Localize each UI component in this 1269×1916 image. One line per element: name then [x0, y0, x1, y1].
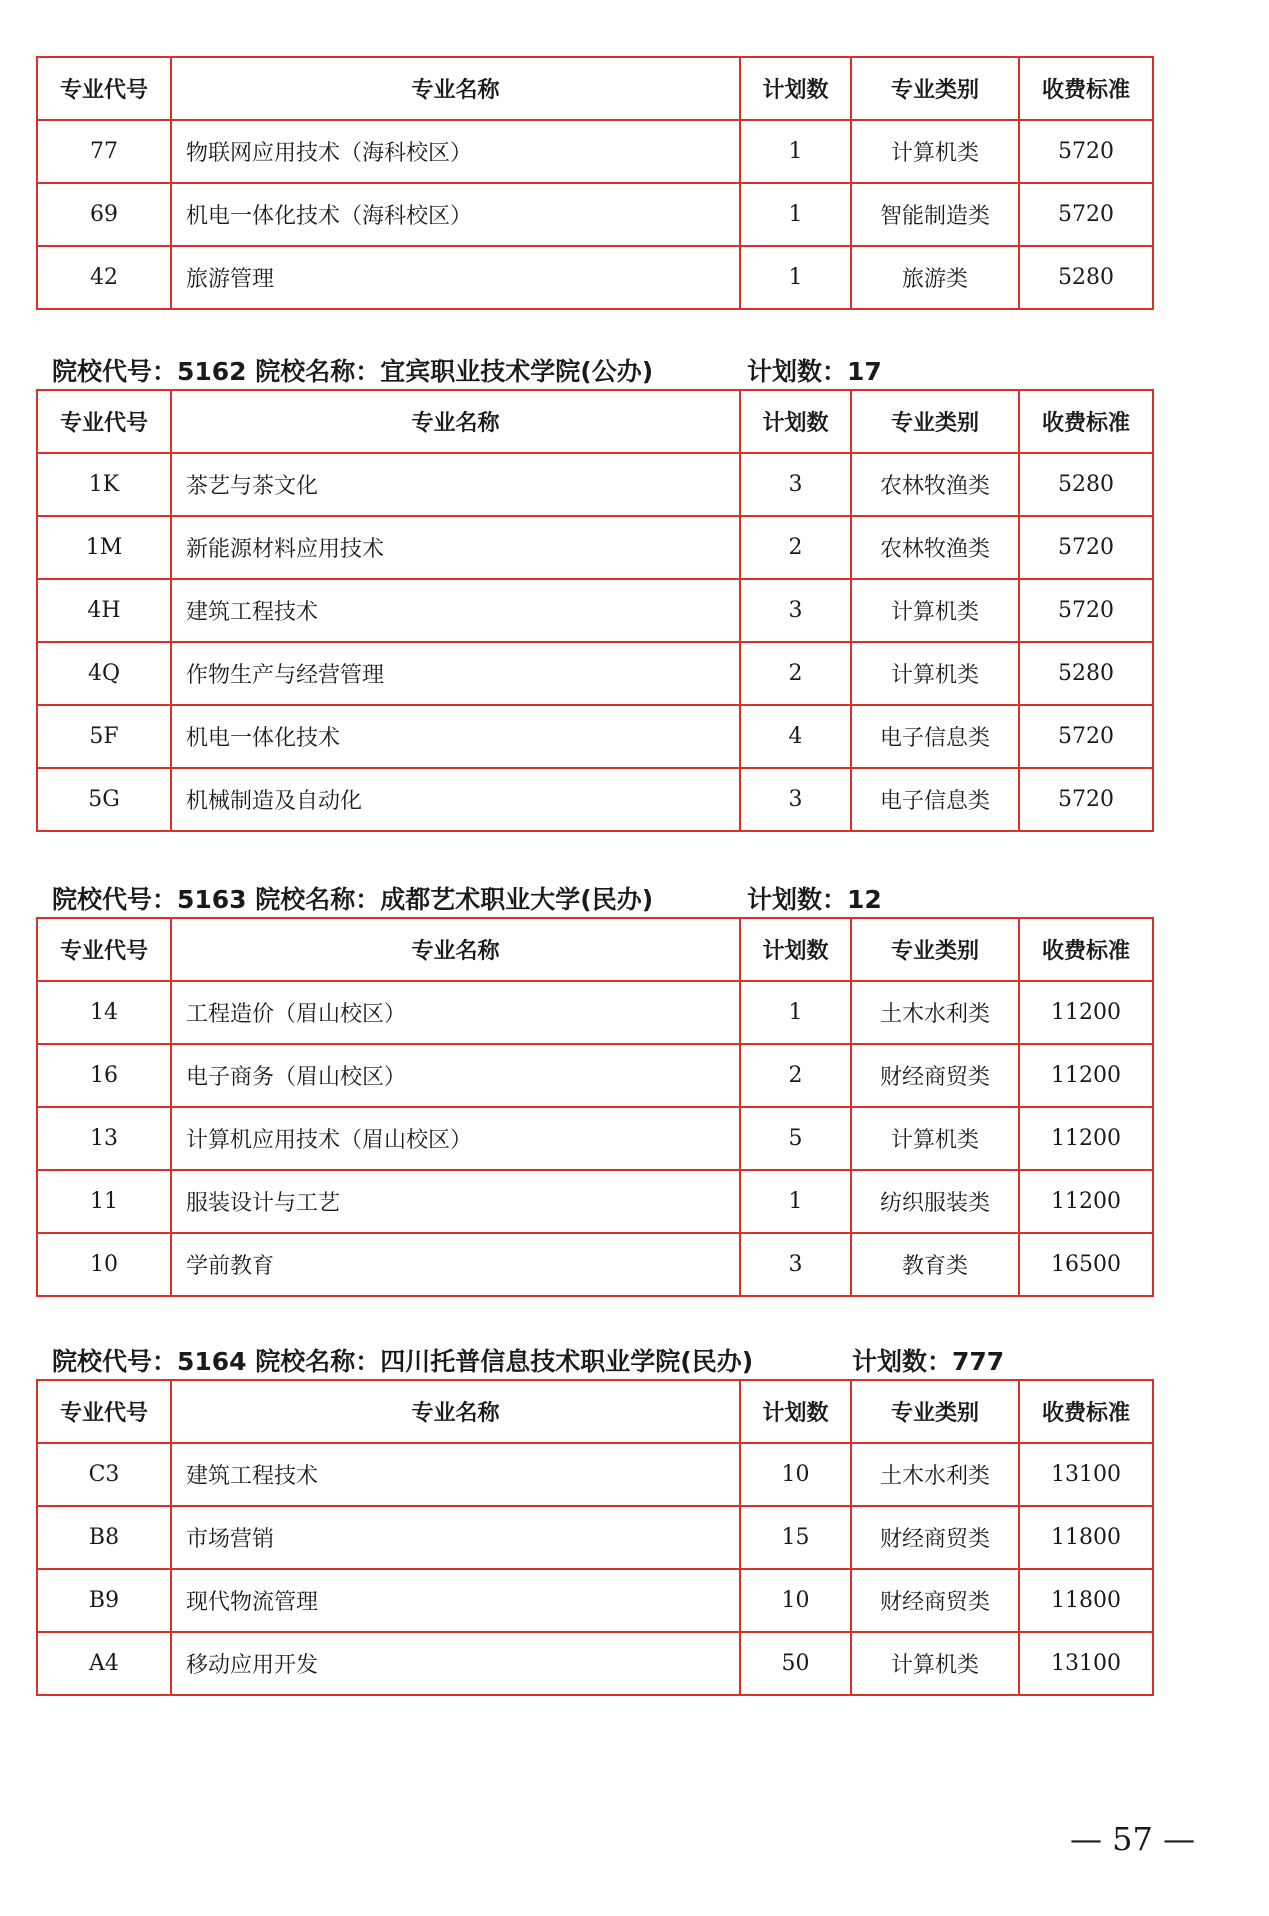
cell-fee: 11200 — [1019, 1044, 1153, 1107]
cell-category: 财经商贸类 — [851, 1044, 1019, 1107]
cell-name: 服装设计与工艺 — [171, 1170, 740, 1233]
cell-code: 1K — [37, 453, 171, 516]
cell-code: B8 — [37, 1506, 171, 1569]
cell-plan: 1 — [740, 246, 851, 309]
cell-name: 茶艺与茶文化 — [171, 453, 740, 516]
table-header-row — [37, 390, 1153, 453]
cell-name: 作物生产与经营管理 — [171, 642, 740, 705]
cell-category: 农林牧渔类 — [851, 453, 1019, 516]
school-header — [52, 352, 882, 388]
cell-name: 市场营销 — [171, 1506, 740, 1569]
cell-category: 电子信息类 — [851, 705, 1019, 768]
cell-fee: 11800 — [1019, 1569, 1153, 1632]
table-row — [37, 1107, 1153, 1170]
header-plan: 计划数 — [740, 57, 851, 120]
school-header — [52, 880, 882, 916]
cell-plan: 1 — [740, 183, 851, 246]
cell-code: 69 — [37, 183, 171, 246]
cell-category: 旅游类 — [851, 246, 1019, 309]
table-row — [37, 768, 1153, 831]
cell-plan: 2 — [740, 516, 851, 579]
cell-plan: 1 — [740, 120, 851, 183]
header-code: 专业代号 — [37, 390, 171, 453]
cell-name: 建筑工程技术 — [171, 1443, 740, 1506]
cell-plan: 5 — [740, 1107, 851, 1170]
cell-category: 计算机类 — [851, 579, 1019, 642]
cell-fee: 5720 — [1019, 705, 1153, 768]
header-name: 专业名称 — [171, 1380, 740, 1443]
school-info: 院校代号：5164 院校名称：四川托普信息技术职业学院(民办) — [52, 1347, 754, 1376]
table-header-row — [37, 918, 1153, 981]
cell-code: 11 — [37, 1170, 171, 1233]
cell-code: A4 — [37, 1632, 171, 1695]
table-row — [37, 1170, 1153, 1233]
school-plan-total: 计划数：12 — [747, 885, 882, 914]
cell-plan: 3 — [740, 453, 851, 516]
header-plan: 计划数 — [740, 1380, 851, 1443]
cell-fee: 5720 — [1019, 516, 1153, 579]
cell-category: 财经商贸类 — [851, 1569, 1019, 1632]
cell-code: 77 — [37, 120, 171, 183]
header-name: 专业名称 — [171, 918, 740, 981]
cell-name: 机电一体化技术（海科校区） — [171, 183, 740, 246]
cell-name: 物联网应用技术（海科校区） — [171, 120, 740, 183]
table-row — [37, 705, 1153, 768]
header-category: 专业类别 — [851, 57, 1019, 120]
cell-name: 现代物流管理 — [171, 1569, 740, 1632]
cell-plan: 2 — [740, 1044, 851, 1107]
header-name: 专业名称 — [171, 57, 740, 120]
cell-category: 土木水利类 — [851, 1443, 1019, 1506]
header-category: 专业类别 — [851, 1380, 1019, 1443]
cell-plan: 1 — [740, 1170, 851, 1233]
cell-fee: 16500 — [1019, 1233, 1153, 1296]
cell-category: 计算机类 — [851, 1632, 1019, 1695]
cell-fee: 5280 — [1019, 453, 1153, 516]
major-table-0 — [36, 56, 1154, 310]
major-table-3 — [36, 1379, 1154, 1696]
header-fee: 收费标准 — [1019, 1380, 1153, 1443]
table-row — [37, 120, 1153, 183]
cell-name: 移动应用开发 — [171, 1632, 740, 1695]
cell-category: 教育类 — [851, 1233, 1019, 1296]
cell-code: 16 — [37, 1044, 171, 1107]
header-code: 专业代号 — [37, 918, 171, 981]
cell-code: 10 — [37, 1233, 171, 1296]
cell-fee: 11200 — [1019, 981, 1153, 1044]
cell-name: 计算机应用技术（眉山校区） — [171, 1107, 740, 1170]
cell-fee: 13100 — [1019, 1443, 1153, 1506]
header-plan: 计划数 — [740, 390, 851, 453]
cell-code: 1M — [37, 516, 171, 579]
cell-plan: 2 — [740, 642, 851, 705]
table-row — [37, 1632, 1153, 1695]
cell-category: 电子信息类 — [851, 768, 1019, 831]
school-plan-total: 计划数：17 — [747, 357, 882, 386]
table-row — [37, 516, 1153, 579]
table-header-row — [37, 57, 1153, 120]
cell-fee: 11200 — [1019, 1107, 1153, 1170]
cell-name: 学前教育 — [171, 1233, 740, 1296]
page-number: — 57 — — [1070, 1820, 1196, 1858]
cell-code: 42 — [37, 246, 171, 309]
header-code: 专业代号 — [37, 57, 171, 120]
cell-category: 计算机类 — [851, 1107, 1019, 1170]
header-fee: 收费标准 — [1019, 390, 1153, 453]
table-row — [37, 246, 1153, 309]
cell-name: 机电一体化技术 — [171, 705, 740, 768]
table-row — [37, 1569, 1153, 1632]
table-row — [37, 453, 1153, 516]
cell-fee: 13100 — [1019, 1632, 1153, 1695]
cell-category: 智能制造类 — [851, 183, 1019, 246]
cell-code: 14 — [37, 981, 171, 1044]
school-plan-total: 计划数：777 — [852, 1347, 1005, 1376]
table-row — [37, 579, 1153, 642]
cell-plan: 3 — [740, 1233, 851, 1296]
cell-fee: 5720 — [1019, 120, 1153, 183]
header-fee: 收费标准 — [1019, 918, 1153, 981]
header-plan: 计划数 — [740, 918, 851, 981]
cell-code: 5F — [37, 705, 171, 768]
cell-fee: 5720 — [1019, 768, 1153, 831]
school-info: 院校代号：5163 院校名称：成都艺术职业大学(民办) — [52, 885, 654, 914]
cell-name: 新能源材料应用技术 — [171, 516, 740, 579]
cell-fee: 5280 — [1019, 246, 1153, 309]
cell-category: 纺织服装类 — [851, 1170, 1019, 1233]
cell-name: 建筑工程技术 — [171, 579, 740, 642]
table-row — [37, 642, 1153, 705]
cell-name: 旅游管理 — [171, 246, 740, 309]
cell-fee: 11800 — [1019, 1506, 1153, 1569]
cell-category: 计算机类 — [851, 642, 1019, 705]
major-table-1 — [36, 389, 1154, 832]
cell-code: 4Q — [37, 642, 171, 705]
cell-name: 机械制造及自动化 — [171, 768, 740, 831]
school-info: 院校代号：5162 院校名称：宜宾职业技术学院(公办) — [52, 357, 654, 386]
cell-category: 计算机类 — [851, 120, 1019, 183]
header-code: 专业代号 — [37, 1380, 171, 1443]
cell-plan: 10 — [740, 1443, 851, 1506]
header-fee: 收费标准 — [1019, 57, 1153, 120]
cell-plan: 10 — [740, 1569, 851, 1632]
cell-category: 财经商贸类 — [851, 1506, 1019, 1569]
cell-name: 电子商务（眉山校区） — [171, 1044, 740, 1107]
table-row — [37, 981, 1153, 1044]
cell-code: C3 — [37, 1443, 171, 1506]
cell-category: 土木水利类 — [851, 981, 1019, 1044]
school-header — [52, 1342, 1005, 1378]
cell-code: 5G — [37, 768, 171, 831]
cell-plan: 4 — [740, 705, 851, 768]
table-row — [37, 1506, 1153, 1569]
cell-name: 工程造价（眉山校区） — [171, 981, 740, 1044]
header-category: 专业类别 — [851, 390, 1019, 453]
cell-code: 4H — [37, 579, 171, 642]
table-row — [37, 1233, 1153, 1296]
header-name: 专业名称 — [171, 390, 740, 453]
table-header-row — [37, 1380, 1153, 1443]
cell-fee: 5720 — [1019, 183, 1153, 246]
table-row — [37, 1443, 1153, 1506]
table-row — [37, 1044, 1153, 1107]
cell-code: B9 — [37, 1569, 171, 1632]
cell-category: 农林牧渔类 — [851, 516, 1019, 579]
header-category: 专业类别 — [851, 918, 1019, 981]
table-row — [37, 183, 1153, 246]
cell-fee: 5720 — [1019, 579, 1153, 642]
cell-plan: 3 — [740, 768, 851, 831]
cell-plan: 15 — [740, 1506, 851, 1569]
cell-plan: 3 — [740, 579, 851, 642]
cell-code: 13 — [37, 1107, 171, 1170]
cell-fee: 11200 — [1019, 1170, 1153, 1233]
cell-plan: 1 — [740, 981, 851, 1044]
major-table-2 — [36, 917, 1154, 1297]
cell-plan: 50 — [740, 1632, 851, 1695]
cell-fee: 5280 — [1019, 642, 1153, 705]
